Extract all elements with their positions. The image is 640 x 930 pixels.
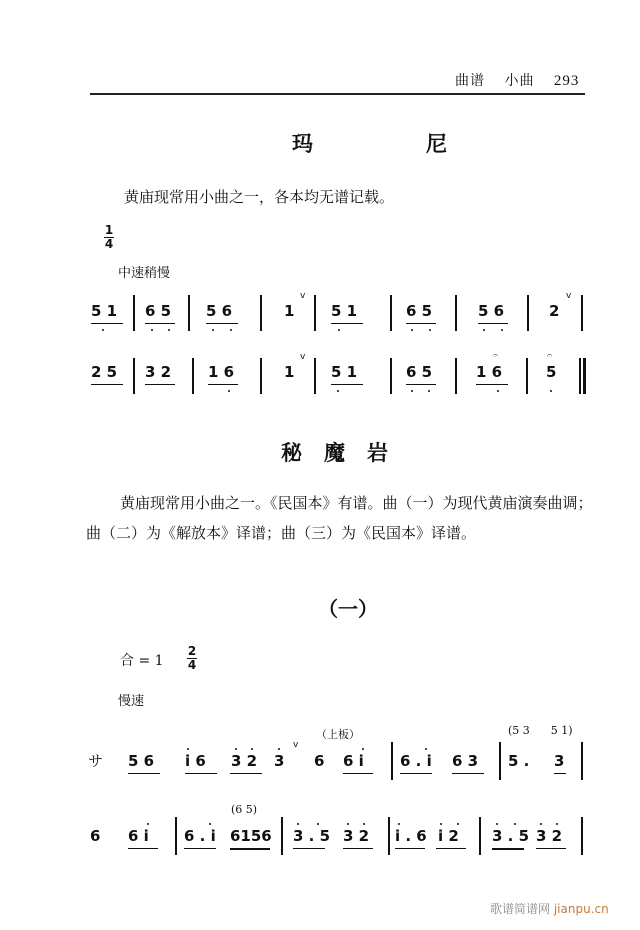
note-group: 5 6 <box>128 752 155 770</box>
annotation: （上板） <box>316 728 360 741</box>
piece1-time-signature <box>104 225 114 250</box>
note-group: 6 5 <box>406 302 433 320</box>
free-tempo-mark: サ <box>88 752 104 770</box>
piece1-title: 玛 尼 <box>292 132 493 156</box>
running-header <box>455 70 579 90</box>
note-group: 6 i <box>128 827 149 845</box>
watermark-text: 歌谱简谱网 <box>490 902 551 916</box>
note-group: 2 5 <box>91 363 118 381</box>
note: 2 <box>549 302 560 320</box>
note: 3 <box>274 752 285 770</box>
note-group: 6 5 <box>406 363 433 381</box>
piece1-description: 黄庙现常用小曲之一，各本均无谱记载。 <box>124 188 395 206</box>
time-sig-numerator: 2 <box>187 644 197 658</box>
fermata-icon: 𝄐 <box>547 351 553 361</box>
breath-mark-icon: v <box>300 352 306 362</box>
key: 合 = 1 <box>120 653 164 669</box>
note-group: 1 6 <box>476 363 503 381</box>
watermark-url: jianpu.cn <box>553 902 609 916</box>
header-section: 曲谱 <box>455 73 485 89</box>
note-group: 3 2 <box>343 827 370 845</box>
note-group: 6 . i <box>400 752 432 770</box>
note-group: 1 6 <box>208 363 235 381</box>
note-group: 6 i <box>343 752 364 770</box>
piece2-description: 黄庙现常用小曲之一。《民国本》有谱。曲（一）为现代黄庙演奏曲调；曲（二）为《解放本》译谱；曲（三）为《民国本》译谱。 <box>86 494 593 542</box>
piece2-key-signature <box>120 650 164 670</box>
time-sig-denominator: 4 <box>187 658 197 672</box>
piece2-staff-line-2 <box>88 803 588 855</box>
note-group: i . 6 <box>395 827 427 845</box>
piece1-staff-line-2 <box>88 351 588 398</box>
note: 3 <box>554 752 565 770</box>
note-group: 3 . 5 <box>293 827 331 845</box>
note-group: 3 2 <box>145 363 172 381</box>
note: 5 <box>546 363 557 381</box>
note-group: 6 5 <box>145 302 172 320</box>
header-subsection: 小曲 <box>504 73 535 89</box>
note-group: 6156 <box>230 827 272 845</box>
piece1-tempo: 中速稍慢 <box>118 266 171 281</box>
breath-mark-icon: v <box>300 291 306 301</box>
note-group: 3 . 5 <box>492 827 530 845</box>
note-group: 5 6 <box>478 302 505 320</box>
note-group: 6 3 <box>452 752 479 770</box>
time-sig-denominator: 4 <box>104 237 114 251</box>
note-group: 3 2 <box>231 752 258 770</box>
note-group: 5 6 <box>206 302 233 320</box>
note-group: 3 2 <box>536 827 563 845</box>
piece1-staff-line-1 <box>88 291 588 335</box>
note: 5 . <box>508 752 530 770</box>
time-sig-numerator: 1 <box>104 223 114 237</box>
note-group: i 2 <box>438 827 459 845</box>
note: 1 <box>284 302 295 320</box>
piece2-time-signature <box>187 646 197 671</box>
piece2-section-label: （一） <box>318 597 378 621</box>
note-group: 5 1 <box>91 302 118 320</box>
note: 6 <box>90 827 101 845</box>
watermark <box>490 900 609 917</box>
breath-mark-icon: v <box>566 291 572 301</box>
note: 1 <box>284 363 295 381</box>
fermata-icon: 𝄐 <box>493 351 499 361</box>
variant-annotation: (5 3 5 1) <box>508 724 573 737</box>
page-number: 293 <box>553 73 580 89</box>
piece2-tempo: 慢速 <box>118 694 145 709</box>
note-group: 5 1 <box>331 363 358 381</box>
header-rule <box>90 93 585 95</box>
variant-annotation: (6 5) <box>231 803 258 816</box>
note-group: 6 . i <box>184 827 216 845</box>
note: 6 <box>314 752 325 770</box>
note-group: 5 1 <box>331 302 358 320</box>
breath-mark-icon: v <box>293 740 299 750</box>
note-group: i 6 <box>185 752 206 770</box>
piece2-staff-line-1 <box>88 724 588 780</box>
piece2-title: 秘魔岩 <box>281 441 410 465</box>
